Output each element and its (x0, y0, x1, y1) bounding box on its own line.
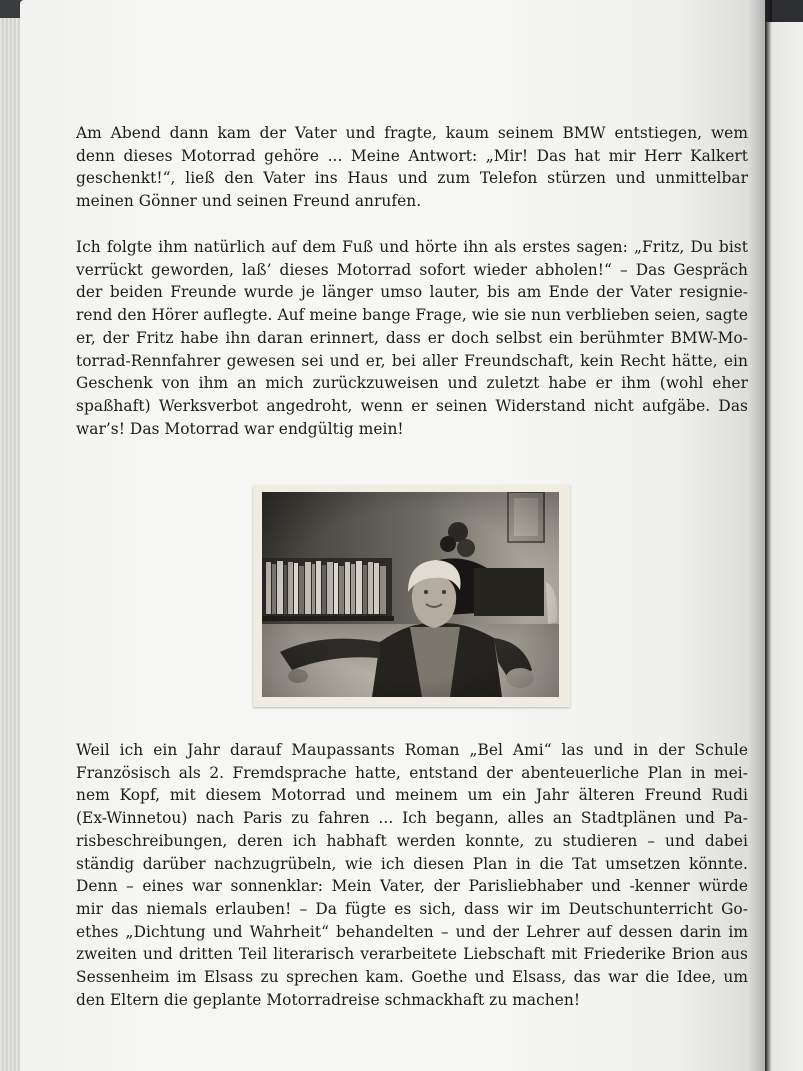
text-line: ständig darüber nachzugrübeln, wie ich diesen Plan in die Tat umsetzen könnte. (76, 854, 748, 873)
text-line: denn dieses Motorrad gehöre ... Meine Antwort: „Mir! Das hat mir Herr Kalkert (76, 146, 748, 165)
text-line: meinen Gönner und seinen Freund anrufen. (76, 192, 422, 211)
text-line: spaßhaft) Werksverbot angedroht, wenn er seinen Widerstand nicht aufgäbe. Das (76, 396, 748, 415)
text-line: nem Kopf, mit diesem Motorrad und meinem um ein Jahr älteren Freund Rudi (76, 786, 748, 805)
photo-frame (253, 485, 570, 707)
paragraph-2 (76, 236, 748, 440)
text-line: Geschenk von ihm an mich zurückzuweisen und zuletzt habe er ihm (wohl eher (76, 374, 748, 393)
text-line: mir das niemals erlauben! – Da fügte es sich, dass wir im Deutschunterricht Go- (76, 899, 748, 918)
text-line: torrad-Rennfahrer gewesen sei und er, bei aller Freundschaft, kein Recht hätte, ein (76, 351, 748, 370)
photo-young-man-portrait (262, 492, 559, 697)
text-line: den Eltern die geplante Motorradreise schmackhaft zu machen! (76, 990, 581, 1009)
text-line: verrückt geworden, laß’ dieses Motorrad sofort wieder abholen!“ – Das Gespräch (76, 260, 748, 279)
text-line: ethes „Dichtung und Wahrheit“ behandelten – und der Lehrer auf dessen darin im (76, 922, 748, 941)
text-line: er, der Fritz habe ihn daran erinnert, dass er doch selbst ein berühmter BMW-Mo- (76, 328, 748, 347)
paragraph-1 (76, 122, 748, 213)
paragraph-3 (76, 739, 748, 1011)
text-line: rend den Hörer auflegte. Auf meine bange Frage, wie sie nun verblieben seien, sagte (76, 306, 748, 325)
text-line: Sessenheim im Elsass zu sprechen kam. Goethe und Elsass, das war die Idee, um (76, 968, 748, 987)
text-line: Französisch als 2. Fremdsprache hatte, entstand der abenteuerliche Plan in mei- (76, 763, 748, 782)
text-line: zweiten und dritten Teil literarisch verarbeitete Liebschaft mit Friederike Brion aus (76, 945, 748, 964)
text-line: der beiden Freunde wurde je länger umso lauter, bis am Ende der Vater resignie- (76, 283, 748, 302)
photo-illustration (262, 492, 559, 697)
text-line: Denn – eines war sonnenklar: Mein Vater, der Parisliebhaber und -kenner würde (76, 877, 748, 896)
text-line: risbeschreibungen, deren ich habhaft werden konnte, zu studieren – und dabei (76, 831, 748, 850)
text-line: geschenkt!“, ließ den Vater ins Haus und zum Telefon stürzen und unmittelbar (76, 169, 748, 188)
text-line: Am Abend dann kam der Vater und fragte, kaum seinem BMW entstiegen, wem (76, 124, 748, 142)
text-line: war’s! Das Motorrad war endgültig mein! (76, 419, 404, 438)
text-line: Weil ich ein Jahr darauf Maupassants Roman „Bel Ami“ las und in der Schule (76, 741, 748, 759)
text-line: (Ex-Winnetou) nach Paris zu fahren ... Ich begann, alles an Stadtplänen und Pa- (76, 809, 748, 828)
facing-page-edge (765, 22, 803, 1071)
text-line: Ich folgte ihm natürlich auf dem Fuß und hörte ihn als erstes sagen: „Fritz, Du bist (76, 238, 748, 256)
